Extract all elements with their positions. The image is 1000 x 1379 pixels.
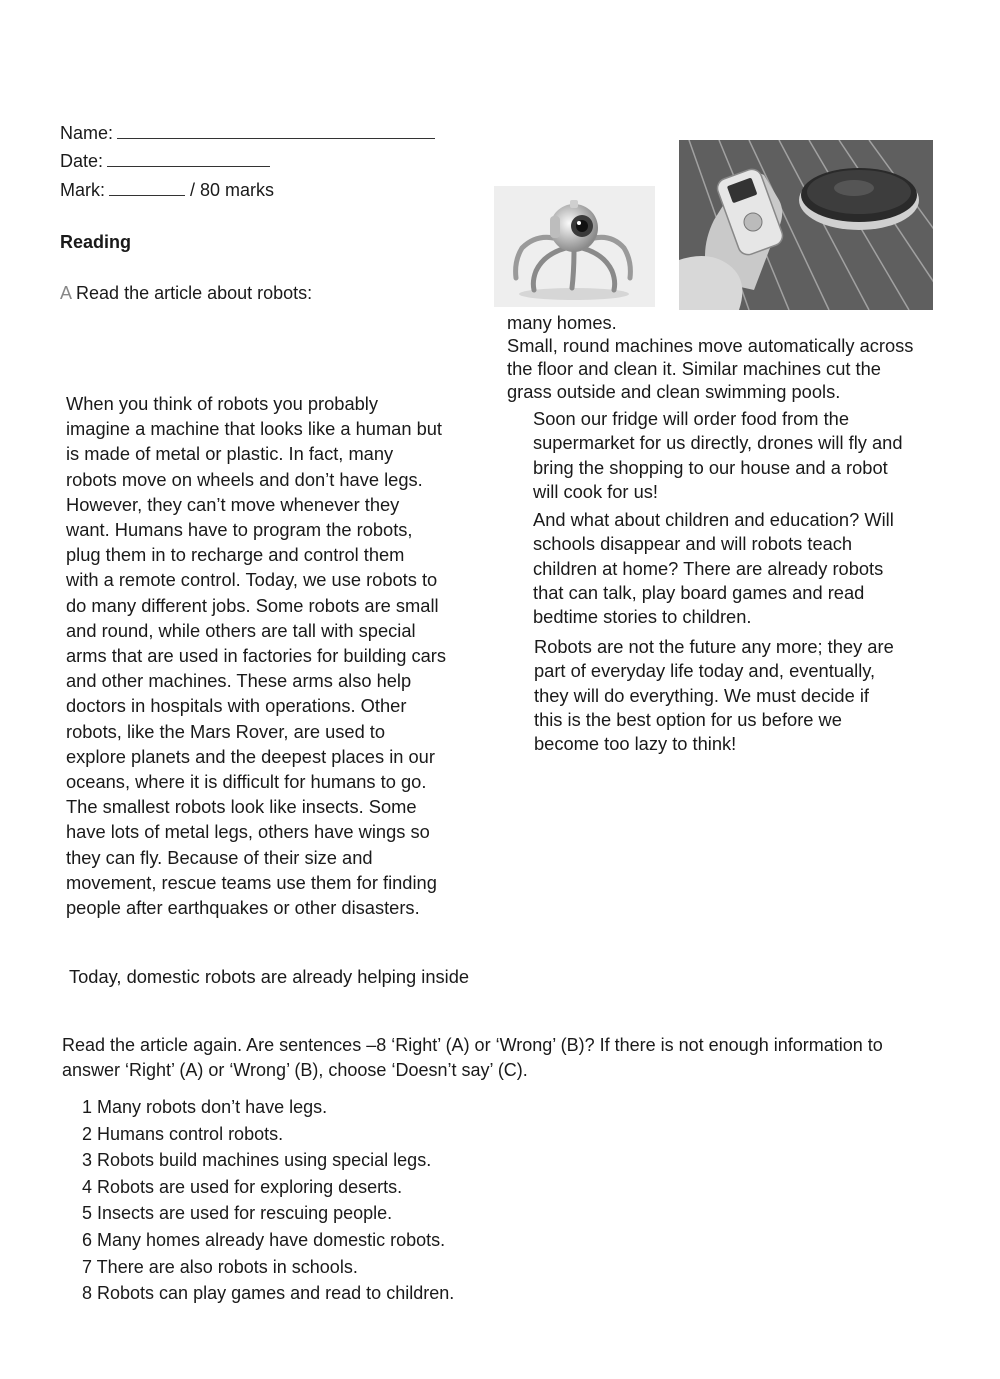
robot-vacuum-image (679, 140, 933, 310)
mark-field[interactable] (109, 177, 185, 196)
article-line: Soon our fridge will order food from the (533, 408, 850, 429)
article-line: children at home? There are already robots (533, 557, 884, 579)
instruction-line: answer ‘Right’ (A) or ‘Wrong’ (B), choose ‘Doesn’t say’ (C). (62, 1059, 528, 1080)
article-line: grass outside and clean swimming pools. (507, 381, 841, 402)
article-line: and round, while others are tall with special (66, 619, 416, 641)
article-line: want. Humans have to program the robots, (66, 519, 413, 541)
question-item[interactable]: 6 Many homes already have domestic robots. (82, 1229, 446, 1250)
section-title: Reading (60, 232, 132, 252)
article-line: imagine a machine that looks like a human but (66, 418, 442, 440)
date-field[interactable] (107, 148, 270, 167)
article-line: Robots are not the future any more; they are (534, 636, 894, 657)
name-row (60, 119, 435, 147)
article-line: is made of metal or plastic. In fact, many (66, 443, 394, 465)
article-line: bring the shopping to our house and a robot (533, 456, 888, 478)
article-line: oceans, where it is difficult for humans to go. (66, 771, 427, 793)
article-line: part of everyday life today and, eventually, (534, 660, 876, 682)
article-paragraph-education (533, 508, 963, 629)
article-bottom-line: Today, domestic robots are already helping inside (69, 966, 470, 987)
instructions (62, 1033, 982, 1082)
name-field[interactable] (117, 120, 435, 139)
article-line: with a remote control. Today, we use robots to (66, 569, 438, 591)
article-line: schools disappear and will robots teach (533, 533, 853, 555)
article-line: The smallest robots look like insects. Some (66, 796, 417, 818)
spider-robot-image (494, 186, 655, 307)
article-line: people after earthquakes or other disasters. (66, 897, 420, 919)
article-line: they will do everything. We must decide if (534, 684, 869, 706)
task-a-letter: A (60, 283, 72, 303)
article-line: that can talk, play board games and read (533, 581, 865, 603)
question-item[interactable]: 1 Many robots don’t have legs. (82, 1097, 328, 1117)
question-item[interactable]: 2 Humans control robots. (82, 1123, 284, 1144)
instruction-line: Read the article again. Are sentences –8 ‘Right’ (A) or ‘Wrong’ (B)? If there is not enough information to (62, 1035, 883, 1055)
article-line: many homes. (507, 312, 617, 333)
question-item[interactable]: 8 Robots can play games and read to children. (82, 1283, 455, 1304)
article-line: explore planets and the deepest places in our (66, 745, 435, 767)
question-item[interactable]: 3 Robots build machines using special legs. (82, 1150, 432, 1171)
article-line: When you think of robots you probably (66, 393, 378, 414)
name-label: Name: (60, 123, 114, 143)
article-line: doctors in hospitals with operations. Other (66, 695, 407, 717)
mark-row (60, 176, 274, 204)
article-line: and other machines. These arms also help (66, 670, 412, 692)
article-left-column (66, 391, 486, 920)
article-line: the floor and clean it. Similar machines cut the (507, 358, 881, 379)
mark-total: / 80 marks (190, 180, 275, 200)
article-line: And what about children and education? Will (533, 509, 894, 530)
task-a-text: Read the article about robots: (76, 283, 313, 303)
article-line: they can fly. Because of their size and (66, 846, 373, 868)
article-line: do many different jobs. Some robots are small (66, 594, 439, 616)
article-line: have lots of metal legs, others have wings so (66, 821, 430, 843)
article-line: Small, round machines move automatically across (507, 335, 914, 356)
article-line: supermarket for us directly, drones will fly and (533, 432, 903, 454)
article-line: will cook for us! (533, 480, 658, 502)
article-line: movement, rescue teams use them for finding (66, 871, 437, 893)
article-paragraph-future (533, 407, 963, 504)
article-line: this is the best option for us before we (534, 708, 842, 730)
article-line: robots, like the Mars Rover, are used to (66, 720, 386, 742)
article-line: robots move on wheels and don’t have legs. (66, 468, 423, 490)
article-line: become too lazy to think! (534, 733, 737, 755)
question-list (82, 1094, 454, 1307)
task-a (60, 283, 312, 304)
article-paragraph-conclusion (534, 635, 964, 756)
date-label: Date: (60, 151, 104, 171)
article-line: arms that are used in factories for building cars (66, 645, 447, 667)
question-item[interactable]: 4 Robots are used for exploring deserts. (82, 1176, 403, 1197)
article-line: However, they can’t move whenever they (66, 493, 400, 515)
mark-label: Mark: (60, 180, 105, 200)
date-row (60, 147, 270, 175)
article-line: bedtime stories to children. (533, 606, 752, 628)
question-item[interactable]: 7 There are also robots in schools. (82, 1256, 358, 1277)
article-right-top (507, 311, 957, 403)
question-item[interactable]: 5 Insects are used for rescuing people. (82, 1203, 393, 1224)
article-line: plug them in to recharge and control them (66, 544, 405, 566)
